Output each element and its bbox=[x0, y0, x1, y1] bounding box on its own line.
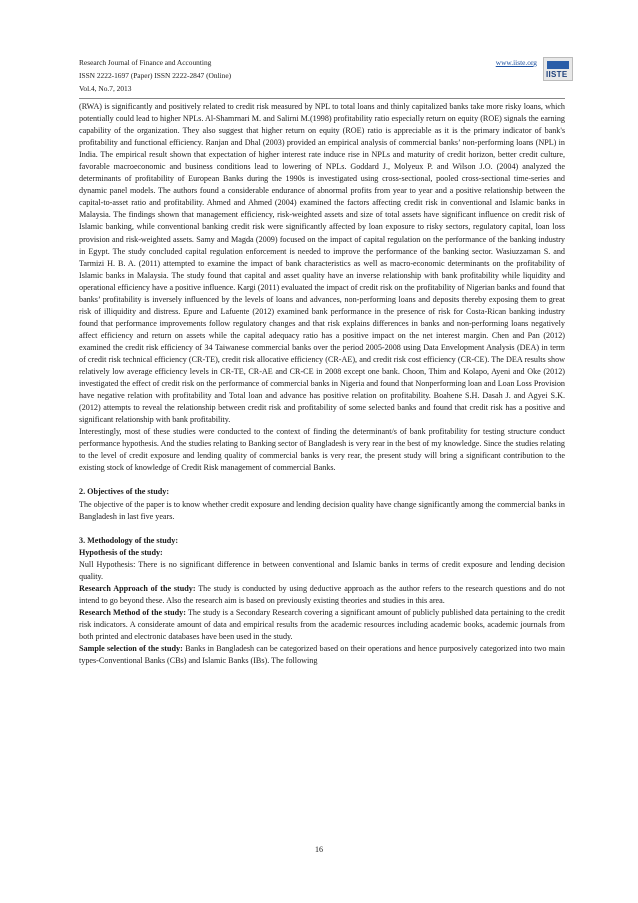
journal-volume: Vol.4, No.7, 2013 bbox=[79, 84, 132, 93]
research-approach-paragraph bbox=[79, 583, 565, 607]
logo-bar bbox=[547, 61, 569, 69]
methodology-heading: 3. Methodology of the study: bbox=[79, 535, 179, 545]
intro-paragraph-2: Interestingly, most of these studies were conducted to the context of finding the determinant/s of bank profitability for testing structure conduct performance hypothesis. And the studies relating to Banking sector of Bangladesh is very rear in the best of my knowledge. Since the studies relating to the level of credit exposure and lending quality of commercial banks is very rear, the present study will bring a significant contribution to the existing stock of knowledge of Credit Risk management of commercial Banks. bbox=[79, 427, 565, 473]
hypothesis-text: Null Hypothesis: There is no significant difference in between conventional and Islamic banks in terms of credit exposure and lending decision quality. bbox=[79, 559, 565, 581]
header-divider bbox=[79, 98, 565, 99]
sample-selection-paragraph bbox=[79, 643, 565, 667]
intro-paragraph-1: (RWA) is significantly and positively related to credit risk measured by NPL to total loans and thinly capitalized banks take more risky loans, which potentially could lead to higher NPLs. Al-Shamrnari M. and Salirni M.(1998) profitability ratio especially return on equity (ROE) signals the earning capability of the organization. They also suggest that higher return on equity (ROE) ratio is appreciable as it is the primary indicator of bank's profitability and functional efficiency. Ranjan and Dhal (2003) provided an empirical analysis of commercial banks’ non-performing loans (NPL) in India. The empirical result shown that expectation of higher interest rate induce rise in NPLs and maturity of credit horizon, better credit culture, favorable macroeconomic and business conditions lead to lowering of NPLs. Goddard J., Molyeux P. and Wilson J.O. (2004) analyzed the determinants of profitability of European Banks during the 1990s is investigated using cross-sectional, pooled cross-sectional time-series and dynamic panel models. The authors found a considerable endurance of abnormal profits from year to year and a positive relationship between the capital-to-asset ratio and profitability. Ahmed and Ahmed (2004) examined the factors affecting credit risk in conventional and Islamic banks in Malaysia. The findings shown that management efficiency, risk-weighted assets and size of total assets have significant influence on credit risk of Islamic banking, while conventional banking credit risk were significantly affected by loan exposure to risky sectors, regulatory capital, loan loss provision and risk-weighted assets. Samy and Magda (2009) focused on the impact of capital regulation on the performance of the banking industry in Egypt. The study concluded capital regulation enforcement is needed to improve the performance of the banking sector. Wasiuzzaman S. and Tarmizi H. B. A. (2011) attempted to examine the impact of bank characteristics as well as macro-economic determinants on the profitability of Islamic banks in Malaysia. The study found that capital and asset quality have an inverse relationship with bank profitability while liquidity and operational efficiency have a positive influence. Kargi (2011) evaluated the impact of credit risk on the profitability of Nigerian banks and found that banks’ profitability is inversely influenced by the levels of loans and advances, non-performing loans and deposits thereby exposing them to great risk of illiquidity and distress. Epure and Lafuente (2012) examined bank performance in the presence of risk for Costa-Rican banking industry found that performance improvements follow regulatory changes and that risk explains differences in banks and non-performing loans negatively affect efficiency and return on assets while the capital adequacy ratio has a positive impact on the net interest margin. Chen and Pan (2012) examined the credit risk efficiency of 34 Taiwanese commercial banks over the period 2005-2008 using Data Envelopment Analysis (DEA) in term of credit risk technical efficiency (CR-TE), credit risk allocative efficiency (CR-AE), and credit risk cost efficiency (CR-CE). The DEA results show relatively low average efficiency levels in CR-TE, CR-AE and CR-CE in 2008 except one bank. Choon, Thim and Kolapo, Ayeni and Oke (2012) investigated the effect of credit risk on the performance of commercial banks in Nigeria and found that Nonperforming loan and Loan Loss Provision have negative relation with profitability and Total loan and advance has positive relation on profitability. Boahene S.H. Dasah J. and Agyei S.K.(2012) attempts to reveal the relationship between credit risk and profitability of some selected banks and found that credit risk has a positive and significant relationship with bank profitability. bbox=[79, 102, 565, 425]
research-method-label: Research Method of the study: bbox=[79, 607, 186, 617]
journal-issn: ISSN 2222-1697 (Paper) ISSN 2222-2847 (Online) bbox=[79, 71, 232, 80]
objectives-text: The objective of the paper is to know whether credit exposure and lending decision quality have change significantly among the commercial banks in Bangladesh in last five years. bbox=[79, 499, 565, 521]
hypothesis-heading: Hypothesis of the study: bbox=[79, 547, 163, 557]
research-approach-label: Research Approach of the study: bbox=[79, 583, 196, 593]
page-number: 16 bbox=[315, 845, 323, 854]
objectives-heading: 2. Objectives of the study: bbox=[79, 487, 170, 497]
research-method-paragraph bbox=[79, 607, 565, 643]
sample-selection-text: Banks in Bangladesh can be categorized based on their operations and hence purposively categorized into two main types-Conventional Banks (CBs) and Islamic Banks (IBs). The following bbox=[79, 644, 565, 666]
paper-body bbox=[79, 101, 565, 667]
journal-url-link[interactable]: www.iiste.org bbox=[495, 58, 537, 67]
iiste-logo bbox=[543, 57, 573, 81]
research-method-text: The study is a Secondary Research covering a significant amount of publicly published data pertaining to the credit risk indicators. A considerate amount of data and empirical results from the academic resources including academic books, academic journals from both printed and electronic databases have been used in the study. bbox=[79, 607, 566, 641]
sample-selection-label: Sample selection of the study: bbox=[79, 644, 183, 654]
logo-text: IISTE bbox=[546, 70, 568, 79]
journal-title: Research Journal of Finance and Accounting bbox=[79, 58, 212, 67]
journal-header bbox=[79, 56, 565, 95]
research-approach-text: The study is conducted by using deductive approach as the author refers to the research questions and do not intend to go beyond these. Also the research aim is based on previously existing theories and studies in this area. bbox=[79, 583, 565, 605]
